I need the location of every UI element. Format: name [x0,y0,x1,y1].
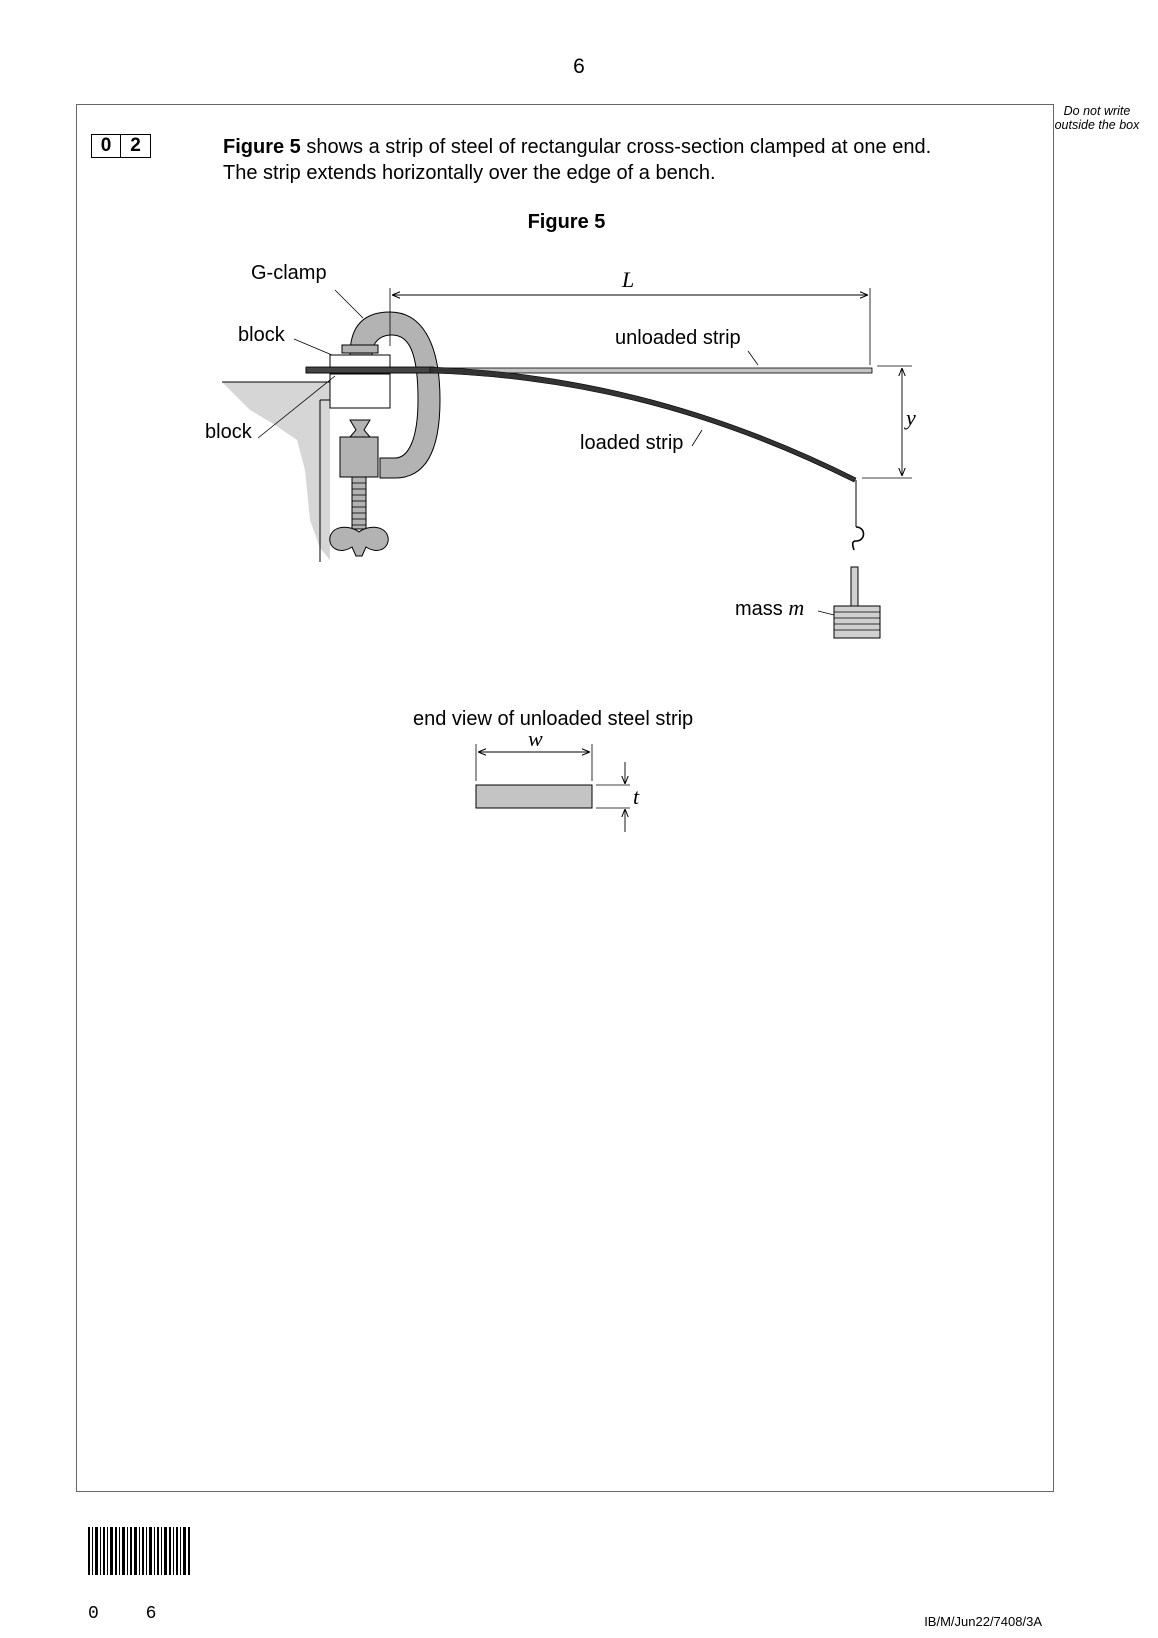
block-label-bottom: block [205,421,252,443]
paper-code: IB/M/Jun22/7408/3A [924,1614,1042,1629]
thickness-symbol: t [633,784,640,809]
question-line-1: shows a strip of steel of rectangular cross-section clamped at one end. [300,136,932,158]
block-label-top: block [238,324,285,346]
end-view-caption: end view of unloaded steel strip [413,708,694,730]
bench [222,382,333,562]
mass-symbol: m [788,595,805,620]
slotted-mass [834,606,880,638]
loaded-strip [430,367,856,482]
gclamp-label: G-clamp [251,262,327,284]
barcode-digits: 0 6 [88,1604,175,1624]
unloaded-strip-label: unloaded strip [615,327,741,349]
mass-hanger [851,480,864,607]
figure-reference: Figure 5 [223,136,301,158]
end-view-diagram [476,744,630,832]
loaded-strip-label: loaded strip [580,432,684,454]
clamped-strip [306,367,434,373]
deflection-dimension [862,366,912,478]
question-line-2: The strip extends horizontally over the edge of a bench. [223,162,716,184]
lower-block [330,374,390,408]
mass-label-text: mass [735,598,783,620]
page-number: 6 [573,55,585,78]
length-symbol: L [622,267,635,292]
question-number-digit: 0 [91,134,121,158]
margin-note: Do not write outside the box [1054,104,1140,132]
figure-title: Figure 5 [527,211,606,233]
width-symbol: w [528,726,543,751]
mass-label [735,595,804,621]
strip-cross-section [476,785,592,808]
g-clamp [330,312,440,556]
deflection-symbol: y [906,405,916,430]
barcode [88,1527,190,1575]
question-number-digit: 2 [121,134,151,158]
